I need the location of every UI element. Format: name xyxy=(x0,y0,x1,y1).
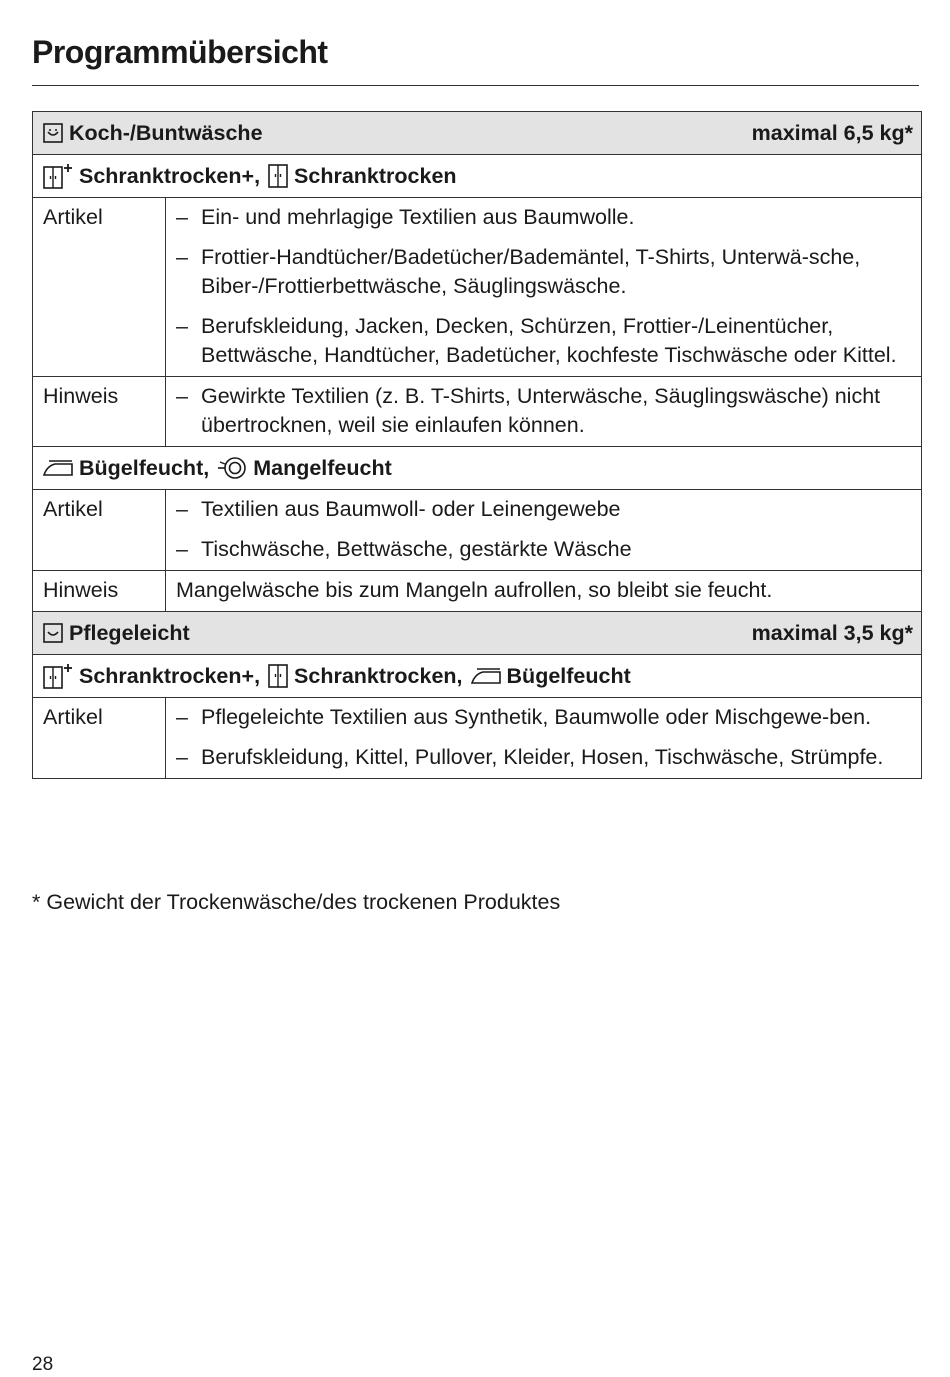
mode-label: Schranktrocken, xyxy=(294,663,463,688)
mode-label: Mangelfeucht xyxy=(253,455,392,480)
cupboard-dry-plus-icon xyxy=(43,163,73,189)
hinweis-row xyxy=(33,571,922,612)
program-table xyxy=(32,111,922,779)
mangle-dry-icon xyxy=(217,456,247,480)
list-item: – Tischwäsche, Bettwäsche, gestärkte Wäsche xyxy=(176,537,632,561)
row-label: Hinweis xyxy=(33,571,166,612)
iron-dry-icon xyxy=(43,458,73,478)
hinweis-text: Mangelwäsche bis zum Mangeln aufrollen, so bleibt sie feucht. xyxy=(176,578,773,602)
page-title: Programmübersicht xyxy=(32,34,328,70)
cupboard-dry-icon xyxy=(268,164,288,188)
list-item: – Berufskleidung, Jacken, Decken, Schürzen, Frottier-/Leinentücher, Bettwäsche, Handtücher, Badetücher, kochfeste Tischwäsche oder Kittel. xyxy=(176,314,897,367)
mode-label: Bügelfeucht, xyxy=(79,455,210,480)
list-item: – Ein- und mehrlagige Textilien aus Baumwolle. xyxy=(176,205,635,229)
capacity-label: maximal 3,5 kg* xyxy=(751,620,913,645)
title-divider xyxy=(32,85,919,86)
mode-row xyxy=(33,155,922,198)
hinweis-row xyxy=(33,377,922,447)
section-koch-header xyxy=(33,112,922,155)
iron-dry-icon xyxy=(471,666,501,686)
row-label: Artikel xyxy=(33,490,166,571)
artikel-row xyxy=(33,698,922,779)
mode-row xyxy=(33,447,922,490)
section-label: Pflegeleicht xyxy=(69,620,190,645)
capacity-label: maximal 6,5 kg* xyxy=(751,120,913,145)
artikel-row xyxy=(33,198,922,377)
drum-program-icon xyxy=(43,123,63,143)
row-label: Artikel xyxy=(33,198,166,377)
cupboard-dry-icon xyxy=(268,664,288,688)
footnote: * Gewicht der Trockenwäsche/des trockenen Produktes xyxy=(32,890,561,914)
mode-label: Bügelfeucht xyxy=(506,663,631,688)
list-item: – Frottier-Handtücher/Badetücher/Bademäntel, T-Shirts, Unterwä-sche, Biber-/Frottierbettwäsche, Säuglingswäsche. xyxy=(176,245,861,298)
list-item: – Berufskleidung, Kittel, Pullover, Kleider, Hosen, Tischwäsche, Strümpfe. xyxy=(176,745,884,769)
list-item: – Gewirkte Textilien (z. B. T-Shirts, Unterwäsche, Säuglingswäsche) nicht übertrocknen, weil sie einlaufen können. xyxy=(176,384,881,437)
cupboard-dry-plus-icon xyxy=(43,663,73,689)
list-item: – Pflegeleichte Textilien aus Synthetik, Baumwolle oder Mischgewe-ben. xyxy=(176,705,872,729)
section-pflege-header xyxy=(33,612,922,655)
mode-label: Schranktrocken+, xyxy=(79,663,261,688)
drum-program-icon xyxy=(43,623,63,643)
artikel-row xyxy=(33,490,922,571)
mode-label: Schranktrocken xyxy=(294,163,457,188)
list-item: – Textilien aus Baumwoll- oder Leinengewebe xyxy=(176,497,621,521)
section-label: Koch-/Buntwäsche xyxy=(69,120,263,145)
mode-label: Schranktrocken+, xyxy=(79,163,261,188)
page-number: 28 xyxy=(32,1354,54,1375)
row-label: Artikel xyxy=(33,698,166,779)
row-label: Hinweis xyxy=(33,377,166,447)
mode-row xyxy=(33,655,922,698)
